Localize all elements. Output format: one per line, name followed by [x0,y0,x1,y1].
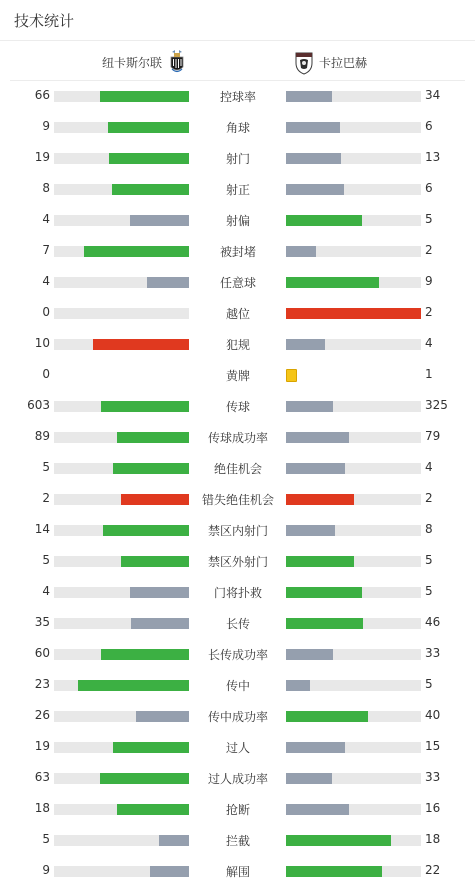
home-stat-bar [109,153,189,164]
home-stat-bar-track [54,587,189,598]
away-stat-value: 2 [425,305,433,319]
stat-row [0,639,475,670]
stat-row [0,391,475,422]
away-stat-value: 5 [425,212,433,226]
home-stat-value: 35 [34,615,50,629]
home-stat-bar [113,463,189,474]
away-stat-bar-track [286,773,421,784]
home-stat-bar-track [54,153,189,164]
stat-label: 绝佳机会 [213,462,262,476]
home-stat-bar-track [54,866,189,877]
away-team-name: 卡拉巴赫 [319,55,368,70]
stat-label: 射门 [225,152,250,166]
home-stat-value: 8 [42,181,50,195]
qarabag-crest-icon [293,49,315,75]
away-stat-value: 13 [425,150,441,164]
away-stat-bar [286,463,345,474]
stat-label: 长传成功率 [207,648,268,662]
away-stat-value: 16 [425,801,441,815]
home-stat-value: 19 [34,150,50,164]
home-stat-value: 0 [42,367,50,381]
home-stat-value: 4 [42,274,50,288]
home-stat-bar-track [54,246,189,257]
home-stat-bar [113,742,189,753]
stat-label: 传球成功率 [207,431,268,445]
away-stat-bar [286,122,340,133]
stat-label: 抢断 [225,803,250,817]
home-stat-value: 23 [34,677,50,691]
stat-label: 角球 [225,121,250,135]
stat-label: 任意球 [219,276,256,290]
away-stat-bar-track [286,401,421,412]
away-stat-value: 6 [425,119,433,133]
stat-row [0,143,475,174]
away-stat-value: 34 [425,88,441,102]
stat-label: 过人成功率 [207,772,268,786]
home-stat-value: 63 [34,770,50,784]
home-stat-value: 0 [42,305,50,319]
away-stat-bar-track [286,122,421,133]
home-stat-bar [136,711,189,722]
stat-row [0,112,475,143]
home-stat-value: 4 [42,212,50,226]
stat-label: 长传 [225,617,250,631]
away-stat-bar-track [286,339,421,350]
stat-row [0,608,475,639]
stat-label: 传中成功率 [207,710,268,724]
home-stat-bar-track [54,122,189,133]
stat-row [0,267,475,298]
home-team-name: 纽卡斯尔联 [102,55,163,70]
stat-label: 黄牌 [225,369,250,383]
away-stat-value: 1 [425,367,433,381]
home-stat-value: 603 [27,398,50,412]
stat-label: 禁区外射门 [207,555,268,569]
stat-row [0,174,475,205]
stat-row [0,453,475,484]
page-title: 技术统计 [14,12,75,30]
home-stat-value: 14 [34,522,50,536]
home-stat-bar-track [54,432,189,443]
away-stat-bar-track [286,308,421,319]
home-stat-value: 9 [42,863,50,877]
away-stat-bar-track [286,246,421,257]
away-stat-value: 22 [425,863,441,877]
home-stat-value: 5 [42,832,50,846]
stat-row [0,670,475,701]
home-stat-bar-track [54,494,189,505]
home-stat-value: 5 [42,460,50,474]
away-stat-bar-track [286,525,421,536]
away-stat-value: 8 [425,522,433,536]
away-stat-bar-track [286,835,421,846]
away-stat-bar-track [286,215,421,226]
home-stat-bar [147,277,189,288]
away-stat-value: 18 [425,832,441,846]
away-stat-bar [286,525,335,536]
home-stat-bar-track [54,835,189,846]
home-stat-bar-track [54,215,189,226]
home-stat-value: 18 [34,801,50,815]
stat-label: 犯规 [225,338,250,352]
stat-row [0,825,475,856]
away-stat-value: 79 [425,429,441,443]
away-stat-bar [286,680,310,691]
stat-label: 过人 [225,741,250,755]
away-stat-value: 5 [425,553,433,567]
away-stat-bar [286,91,332,102]
stat-label: 传中 [225,679,250,693]
away-stat-bar [286,215,362,226]
away-stat-bar-track [286,494,421,505]
stat-label: 拦截 [225,834,250,848]
home-stat-bar [117,432,189,443]
away-stat-value: 4 [425,336,433,350]
stat-row [0,236,475,267]
home-stat-value: 10 [34,336,50,350]
home-stat-bar [103,525,189,536]
away-stat-bar [286,401,333,412]
away-stat-value: 5 [425,584,433,598]
away-stat-bar [286,184,344,195]
home-stat-bar-track [54,525,189,536]
home-stat-bar [101,401,189,412]
home-stat-value: 19 [34,739,50,753]
stat-row [0,360,475,391]
home-stat-value: 4 [42,584,50,598]
home-stat-bar-track [54,649,189,660]
away-stat-bar-track [286,618,421,629]
away-stat-value: 4 [425,460,433,474]
yellow-card-icon [286,369,297,382]
home-stat-value: 60 [34,646,50,660]
away-stat-bar [286,277,379,288]
away-stat-value: 33 [425,770,441,784]
home-stat-bar [100,773,189,784]
home-stat-bar-track [54,91,189,102]
away-stat-bar [286,649,333,660]
away-stat-bar [286,494,354,505]
away-stat-value: 2 [425,491,433,505]
away-stat-bar [286,308,421,319]
away-stat-bar [286,742,345,753]
home-stat-value: 26 [34,708,50,722]
away-stat-bar [286,711,368,722]
home-team[interactable] [102,49,188,75]
home-stat-value: 5 [42,553,50,567]
home-stat-bar-track [54,308,189,319]
stat-row [0,763,475,794]
home-stat-bar [121,556,189,567]
stat-row [0,329,475,360]
home-stat-value: 2 [42,491,50,505]
away-stat-bar [286,618,363,629]
home-stat-bar-track [54,711,189,722]
home-stat-bar-track [54,184,189,195]
away-stat-value: 46 [425,615,441,629]
home-stat-bar-track [54,556,189,567]
home-stat-bar [150,866,189,877]
away-stat-value: 325 [425,398,448,412]
away-stat-bar [286,556,354,567]
stat-row [0,515,475,546]
stat-label: 射正 [225,183,250,197]
stat-row [0,298,475,329]
home-stat-bar [130,587,189,598]
away-stat-bar-track [286,866,421,877]
home-stat-bar [93,339,189,350]
away-stat-bar [286,432,349,443]
home-stat-bar-track [54,680,189,691]
stat-row [0,701,475,732]
away-stat-bar [286,835,391,846]
stat-label: 控球率 [219,90,256,104]
stat-label: 错失绝佳机会 [201,493,274,507]
home-stat-value: 9 [42,119,50,133]
home-stat-bar [159,835,189,846]
stat-row [0,577,475,608]
stat-label: 射偏 [225,214,250,228]
away-stat-bar-track [286,432,421,443]
away-stat-bar-track [286,649,421,660]
home-stat-bar-track [54,277,189,288]
away-stat-bar-track [286,804,421,815]
home-stat-bar-track [54,401,189,412]
home-stat-bar [108,122,189,133]
home-stat-bar-track [54,742,189,753]
away-stat-bar-track [286,91,421,102]
stat-label: 越位 [225,307,250,321]
away-stat-bar [286,773,332,784]
home-stat-bar [84,246,189,257]
stat-row [0,546,475,577]
stat-row [0,794,475,825]
away-stat-value: 2 [425,243,433,257]
stat-row [0,484,475,515]
stat-label: 被封堵 [219,245,256,259]
home-stat-bar [121,494,189,505]
stat-row [0,205,475,236]
stat-label: 门将扑救 [213,586,262,600]
stat-row [0,856,475,887]
stat-label: 传球 [225,400,250,414]
away-stat-value: 40 [425,708,441,722]
team-header [10,41,465,81]
stats-header [0,0,475,41]
away-stat-bar-track [286,184,421,195]
home-stat-bar [78,680,189,691]
stat-label: 解围 [225,865,250,879]
away-stat-bar [286,866,382,877]
stat-row [0,732,475,763]
away-stat-bar-track [286,277,421,288]
away-stat-value: 33 [425,646,441,660]
home-stat-value: 89 [34,429,50,443]
away-stat-bar-track [286,153,421,164]
home-stat-bar [117,804,189,815]
away-stat-bar-track [286,680,421,691]
home-stat-bar-track [54,804,189,815]
home-stat-bar-track [54,618,189,629]
away-stat-bar [286,339,325,350]
newcastle-crest-icon [166,49,188,75]
home-stat-value: 7 [42,243,50,257]
home-stat-value: 66 [34,88,50,102]
home-stat-bar-track [54,463,189,474]
stat-label: 禁区内射门 [207,524,268,538]
away-stat-bar [286,153,341,164]
away-stat-bar-track [286,711,421,722]
home-stat-bar-track [54,339,189,350]
stat-row [0,81,475,112]
away-stat-bar-track [286,587,421,598]
away-stat-bar [286,246,316,257]
home-stat-bar [101,649,189,660]
away-stat-value: 5 [425,677,433,691]
away-stat-bar-track [286,742,421,753]
away-stat-bar-track [286,556,421,567]
away-stat-value: 9 [425,274,433,288]
away-stat-value: 15 [425,739,441,753]
home-stat-bar-track [54,773,189,784]
home-stat-bar [100,91,189,102]
home-stat-bar [130,215,189,226]
away-stat-bar [286,804,349,815]
stat-row [0,422,475,453]
away-stat-value: 6 [425,181,433,195]
home-stat-bar [131,618,189,629]
away-stat-bar-track [286,463,421,474]
away-team[interactable] [293,49,367,75]
away-stat-bar [286,587,362,598]
home-stat-bar [112,184,189,195]
